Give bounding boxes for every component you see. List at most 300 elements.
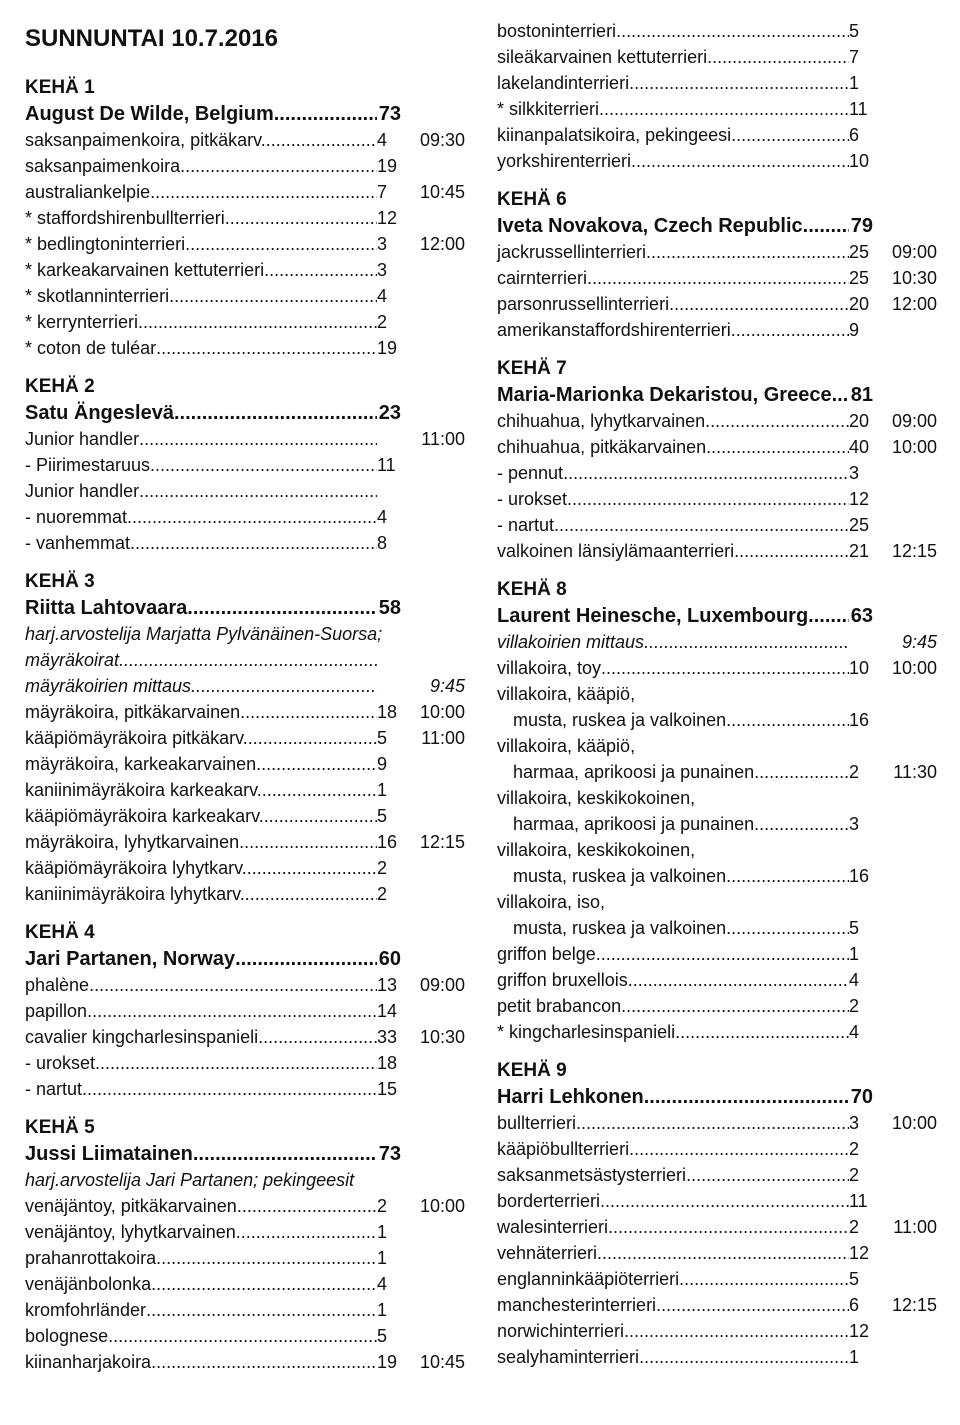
ring-section	[25, 75, 465, 361]
start-time	[401, 257, 465, 283]
entry-count: 3	[377, 234, 388, 254]
entry-count: 18	[377, 702, 398, 722]
start-time	[401, 1219, 465, 1245]
entry-count: 3	[377, 260, 388, 280]
breed-name: manchesterinterrieri	[497, 1295, 657, 1315]
leader-dots	[264, 257, 377, 283]
breed-row	[497, 863, 937, 889]
leader-dots	[237, 1193, 377, 1219]
judge-spacer	[873, 603, 937, 629]
judge-name: Harri Lehkonen	[497, 1086, 644, 1108]
entry-count: 12	[849, 489, 870, 509]
leader-dots	[679, 1266, 849, 1292]
entry-count: 4	[377, 130, 388, 150]
leader-dots	[705, 408, 849, 434]
leader-dots	[628, 967, 849, 993]
leader-dots	[656, 1292, 849, 1318]
breed-row	[25, 1245, 465, 1271]
leader-dots	[180, 153, 377, 179]
leader-dots	[629, 70, 849, 96]
start-time	[401, 283, 465, 309]
breed-name: venäjäntoy, lyhytkarvainen	[25, 1222, 236, 1242]
leader-dots	[646, 239, 849, 265]
breed-name: * bedlingtoninterrieri	[25, 234, 186, 254]
breed-row	[25, 452, 465, 478]
breed-row	[497, 44, 937, 70]
breed-name: villakoira, keskikokoinen,	[497, 840, 696, 860]
ring-section	[497, 1058, 937, 1370]
breed-row	[497, 681, 937, 707]
entry-count: 16	[849, 710, 870, 730]
entry-count: 3	[849, 814, 860, 834]
leader-dots	[89, 972, 377, 998]
leader-dots	[639, 1344, 849, 1370]
breed-row	[497, 785, 937, 811]
breed-name: * kerrynterrieri	[25, 312, 139, 332]
leader-dots	[731, 317, 849, 343]
ring-5-continued-list	[497, 18, 937, 174]
judge-name: Maria-Marionka Dekaristou, Greece	[497, 384, 832, 406]
breed-name: * skotlanninterrieri	[25, 286, 170, 306]
entry-count: 1	[849, 1347, 860, 1367]
entry-count: 13	[377, 975, 398, 995]
entry-count: 5	[377, 806, 388, 826]
entry-count: 3	[849, 463, 860, 483]
start-time: 10:00	[891, 1113, 937, 1133]
entry-count: 20	[849, 294, 870, 314]
breed-row	[497, 889, 937, 915]
leader-dots	[247, 855, 377, 881]
leader-dots	[239, 829, 377, 855]
breed-name: - urokset	[25, 1053, 96, 1073]
entry-count: 5	[849, 918, 860, 938]
left-rings-list	[25, 75, 465, 1375]
leader-dots	[597, 1240, 849, 1266]
breed-name: musta, ruskea ja valkoinen	[513, 918, 727, 938]
breed-row	[497, 1318, 937, 1344]
entry-count: 9	[377, 754, 388, 774]
entry-count: 12	[849, 1243, 870, 1263]
leader-dots	[274, 101, 377, 127]
entry-count	[377, 478, 401, 504]
breed-row	[25, 335, 465, 361]
breed-row	[497, 967, 937, 993]
breed-name: chihuahua, lyhytkarvainen	[497, 411, 706, 431]
judge-row	[25, 101, 465, 127]
breed-name: saksanpaimenkoira	[25, 156, 181, 176]
breed-row	[25, 1193, 465, 1219]
entry-count: 11	[849, 1191, 868, 1211]
breed-row	[497, 96, 937, 122]
start-time: 10:45	[419, 182, 465, 202]
breed-row	[25, 283, 465, 309]
leader-dots	[240, 699, 377, 725]
start-time	[401, 153, 465, 179]
start-time	[401, 205, 465, 231]
breed-name: musta, ruskea ja valkoinen	[513, 710, 727, 730]
entry-count: 7	[849, 47, 860, 67]
leader-dots	[734, 538, 849, 564]
judge-total-count: 73	[378, 103, 401, 125]
breed-name: - nartut	[497, 515, 555, 535]
start-time	[873, 1344, 937, 1370]
breed-name: harmaa, aprikoosi ja punainen	[513, 762, 755, 782]
entry-count: 5	[377, 728, 388, 748]
start-time	[401, 1271, 465, 1297]
breed-name: petit brabancon	[497, 996, 622, 1016]
breed-row	[497, 629, 937, 655]
breed-name: - pennut	[497, 463, 564, 483]
judge-row	[25, 1141, 465, 1167]
judge-total-count: 73	[378, 1143, 401, 1165]
leader-dots	[150, 452, 377, 478]
entry-count	[377, 647, 401, 673]
leader-dots	[185, 231, 377, 257]
breed-name: phalène	[25, 975, 90, 995]
entry-count: 25	[849, 242, 870, 262]
leader-dots	[138, 309, 377, 335]
start-time: 10:00	[891, 658, 937, 678]
breed-name: villakoirien mittaus	[497, 632, 645, 652]
start-time	[873, 96, 937, 122]
entry-count: 2	[849, 762, 860, 782]
entry-count: 19	[377, 156, 398, 176]
breed-name: mäyräkoirien mittaus	[25, 676, 192, 696]
breed-row	[25, 829, 465, 855]
breed-row	[25, 127, 465, 153]
start-time: 09:00	[891, 411, 937, 431]
start-time	[401, 777, 465, 803]
start-time	[401, 998, 465, 1024]
start-time	[401, 335, 465, 361]
leader-dots	[150, 179, 377, 205]
breed-row	[25, 153, 465, 179]
breed-name: kääpiömäyräkoira pitkäkarv.	[25, 728, 248, 748]
judge-name: August De Wilde, Belgium	[25, 103, 274, 125]
breed-name: villakoira, keskikokoinen,	[497, 788, 696, 808]
breed-name: vehnäterrieri	[497, 1243, 598, 1263]
judge-row	[25, 595, 465, 621]
leader-dots	[248, 725, 377, 751]
start-time	[401, 1297, 465, 1323]
breed-name: papillon	[25, 1001, 88, 1021]
entry-count: 9	[849, 320, 860, 340]
entry-count: 1	[849, 73, 860, 93]
start-time: 11:00	[421, 728, 465, 748]
breed-row	[497, 148, 937, 174]
judge-total-count: 79	[850, 215, 873, 237]
ring-section	[25, 1115, 465, 1375]
breed-row	[25, 1219, 465, 1245]
start-time: 10:30	[419, 1027, 465, 1047]
breed-row	[497, 1136, 937, 1162]
breed-name: mäyräkoirat	[25, 650, 120, 670]
breed-row	[497, 1214, 937, 1240]
start-time: 09:30	[419, 130, 465, 150]
start-time: 09:00	[419, 975, 465, 995]
entry-count: 25	[849, 268, 870, 288]
entry-count: 2	[849, 1165, 860, 1185]
start-time: 12:15	[891, 1295, 937, 1315]
breed-name: Junior handler	[25, 481, 140, 501]
entry-count: 19	[377, 338, 398, 358]
breed-name: mäyräkoira, karkeakarvainen	[25, 754, 257, 774]
entry-count: 20	[849, 411, 870, 431]
leader-dots	[258, 1024, 377, 1050]
leader-dots	[731, 122, 849, 148]
breed-name: kiinanharjakoira	[25, 1352, 152, 1372]
breed-name: - Piirimestaruus	[25, 455, 151, 475]
breed-name: villakoira, iso,	[497, 892, 606, 912]
start-time: 12:00	[891, 294, 937, 314]
start-time: 9:45	[429, 676, 465, 696]
breed-name: prahanrottakoira	[25, 1248, 157, 1268]
leader-dots	[245, 881, 377, 907]
breed-name: * silkkiterrieri	[497, 99, 600, 119]
breed-name: valkoinen länsiylämaanterrieri	[497, 541, 735, 561]
right-column	[497, 18, 937, 1370]
entry-count: 11	[377, 455, 396, 475]
breed-row	[25, 205, 465, 231]
leader-dots	[169, 283, 377, 309]
entry-count: 1	[377, 1300, 388, 1320]
entry-count: 1	[377, 1222, 388, 1242]
start-time	[873, 317, 937, 343]
entry-count: 6	[849, 1295, 860, 1315]
breed-name: kromfohrländer	[25, 1300, 147, 1320]
breed-name: kääpiömäyräkoira lyhytkarv.	[25, 858, 247, 878]
judge-spacer	[401, 595, 465, 621]
breed-name: - nuoremmat	[25, 507, 128, 527]
breed-name: parsonrussellinterrieri	[497, 294, 670, 314]
start-time	[873, 1136, 937, 1162]
left-column	[25, 18, 465, 1375]
start-time	[873, 148, 937, 174]
breed-name: bostoninterrieri	[497, 21, 617, 41]
entry-count: 10	[849, 151, 870, 171]
breed-row	[497, 733, 937, 759]
start-time	[873, 44, 937, 70]
start-time	[401, 751, 465, 777]
entry-count	[849, 629, 873, 655]
start-time: 12:00	[419, 234, 465, 254]
page-date-heading: SUNNUNTAI 10.7.2016	[25, 25, 278, 52]
entry-count: 25	[849, 515, 870, 535]
breed-row	[497, 993, 937, 1019]
start-time: 10:00	[419, 702, 465, 722]
breed-name: englanninkääpiöterrieri	[497, 1269, 680, 1289]
entry-count: 1	[849, 944, 860, 964]
breed-row	[25, 231, 465, 257]
judge-row	[497, 382, 937, 408]
breed-row	[25, 699, 465, 725]
breed-row	[25, 647, 465, 673]
entry-count: 16	[377, 832, 398, 852]
breed-row	[497, 1344, 937, 1370]
breed-row	[25, 881, 465, 907]
leader-dots	[225, 205, 377, 231]
breed-row	[497, 915, 937, 941]
breed-row	[25, 530, 465, 556]
breed-name: mäyräkoira, lyhytkarvainen	[25, 832, 240, 852]
breed-row	[25, 478, 465, 504]
judge-name: Riitta Lahtovaara	[25, 597, 188, 619]
leader-dots	[156, 1245, 377, 1271]
start-time	[873, 811, 937, 837]
leader-dots	[174, 400, 377, 426]
leader-dots	[262, 777, 377, 803]
start-time	[401, 1076, 465, 1102]
breed-row	[25, 1349, 465, 1375]
leader-dots	[832, 382, 849, 408]
entry-count: 4	[377, 507, 388, 527]
judge-name: Laurent Heinesche, Luxembourg	[497, 605, 809, 627]
leader-dots	[151, 1349, 377, 1375]
leader-dots	[563, 460, 849, 486]
breed-row	[25, 855, 465, 881]
breed-row	[25, 426, 465, 452]
ring-title: KEHÄ 9	[497, 1060, 567, 1081]
breed-name: chihuahua, pitkäkarvainen	[497, 437, 707, 457]
start-time	[401, 647, 465, 673]
entry-count: 4	[849, 1022, 860, 1042]
breed-row	[25, 725, 465, 751]
start-time	[873, 1019, 937, 1045]
breed-row	[497, 1110, 937, 1136]
ring-title: KEHÄ 3	[25, 571, 95, 592]
breed-row	[25, 972, 465, 998]
breed-row	[497, 239, 937, 265]
start-time	[873, 460, 937, 486]
start-time	[873, 1188, 937, 1214]
judge-spacer	[401, 400, 465, 426]
start-time	[873, 486, 937, 512]
leader-dots	[264, 803, 377, 829]
start-time: 10:00	[891, 437, 937, 457]
leader-dots	[139, 478, 377, 504]
leader-dots	[576, 1110, 849, 1136]
breed-name: mäyräkoira, pitkäkarvainen	[25, 702, 241, 722]
leader-dots	[567, 486, 849, 512]
entry-count: 15	[377, 1079, 398, 1099]
start-time	[873, 1266, 937, 1292]
breed-name: bullterrieri	[497, 1113, 577, 1133]
judge-row	[497, 213, 937, 239]
judge-total-count: 23	[378, 402, 401, 424]
leader-dots	[156, 335, 377, 361]
judge-total-count: 81	[850, 384, 873, 406]
start-time	[873, 1318, 937, 1344]
breed-name: norwichinterrieri	[497, 1321, 625, 1341]
entry-count: 2	[849, 1139, 860, 1159]
start-time	[401, 881, 465, 907]
breed-row	[497, 18, 937, 44]
judge-spacer	[401, 1141, 465, 1167]
breed-name: * staffordshirenbullterrieri	[25, 208, 225, 228]
breed-row	[25, 1271, 465, 1297]
leader-dots	[191, 673, 377, 699]
start-time	[401, 1323, 465, 1349]
ring-section	[497, 577, 937, 1045]
breed-row	[497, 1240, 937, 1266]
leader-dots	[707, 44, 849, 70]
breed-name: * coton de tuléar	[25, 338, 157, 358]
breed-name: amerikanstaffordshirenterrieri	[497, 320, 731, 340]
leader-dots	[554, 512, 849, 538]
entry-count: 3	[849, 1113, 860, 1133]
leader-dots	[95, 1050, 377, 1076]
ring-title: KEHÄ 4	[25, 922, 95, 943]
breed-name: cavalier kingcharlesinspanieli	[25, 1027, 259, 1047]
breed-name: sealyhaminterrieri	[497, 1347, 640, 1367]
entry-count: 12	[849, 1321, 870, 1341]
breed-name: kaniinimäyräkoira lyhytkarv.	[25, 884, 245, 904]
entry-count: 5	[377, 1326, 388, 1346]
leader-dots	[235, 946, 377, 972]
breed-row	[25, 1024, 465, 1050]
leader-dots	[675, 1019, 849, 1045]
start-time	[873, 967, 937, 993]
ring-section	[497, 187, 937, 343]
ring-section	[25, 920, 465, 1102]
breed-row	[497, 408, 937, 434]
leader-dots	[82, 1076, 377, 1102]
breed-row	[497, 655, 937, 681]
breed-row	[497, 1019, 937, 1045]
breed-row	[25, 1297, 465, 1323]
entry-count: 4	[377, 1274, 388, 1294]
leader-dots	[587, 265, 849, 291]
start-time: 09:00	[891, 242, 937, 262]
breed-name: villakoira, toy	[497, 658, 602, 678]
start-time	[873, 18, 937, 44]
leader-dots	[127, 504, 377, 530]
leader-dots	[754, 811, 849, 837]
judge-spacer	[401, 946, 465, 972]
breed-row	[25, 179, 465, 205]
leader-dots	[601, 655, 849, 681]
entry-count: 4	[377, 286, 388, 306]
start-time	[873, 1240, 937, 1266]
right-rings-list	[497, 187, 937, 1370]
judge-spacer	[401, 101, 465, 127]
entry-count: 6	[849, 125, 860, 145]
leader-dots	[754, 759, 849, 785]
breed-name: australiankelpie	[25, 182, 151, 202]
leader-dots	[139, 426, 377, 452]
ring-title: KEHÄ 6	[497, 189, 567, 210]
breed-row	[497, 460, 937, 486]
judge-name: Jussi Liimatainen	[25, 1143, 193, 1165]
entry-count: 18	[377, 1053, 398, 1073]
breed-name: venäjänbolonka	[25, 1274, 152, 1294]
entry-count: 2	[849, 1217, 860, 1237]
start-time	[873, 941, 937, 967]
judge-total-count: 70	[850, 1086, 873, 1108]
breed-row	[25, 504, 465, 530]
judge-row	[25, 946, 465, 972]
breed-row	[497, 837, 937, 863]
start-time: 11:00	[421, 429, 465, 449]
breed-row	[497, 1292, 937, 1318]
breed-row	[25, 309, 465, 335]
start-time	[401, 452, 465, 478]
leader-dots	[803, 213, 849, 239]
breed-row	[497, 291, 937, 317]
leader-dots	[256, 751, 377, 777]
start-time	[401, 1245, 465, 1271]
leader-dots	[146, 1297, 377, 1323]
